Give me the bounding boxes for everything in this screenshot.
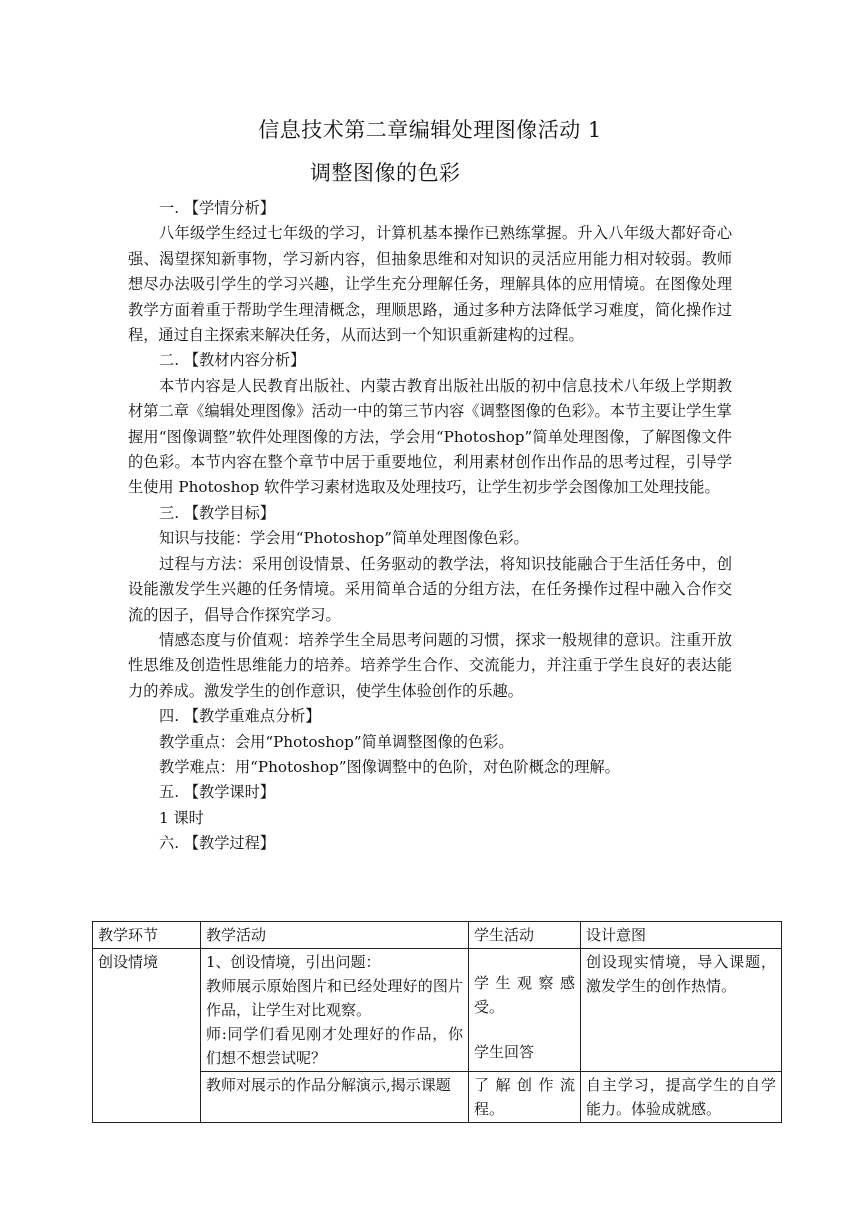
activity-line: 1、创设情境，引出问题： [206,953,381,971]
header-cell: 教学活动 [201,922,469,949]
section-heading-4: 四. 【教学重难点分析】 [159,707,321,726]
difficult-point: 教学难点：用“Photoshop”图像调整中的色阶，对色阶概念的理解。 [159,757,620,776]
document-title: 信息技术第二章编辑处理图像活动 1 [258,118,602,142]
header-cell: 教学环节 [93,922,201,949]
key-point: 教学重点：会用“Photoshop”简单调整图像的色彩。 [159,732,514,751]
intent-cell: 创设现实情境，导入课题，激发学生的创作热情。 [581,949,782,1072]
stage-cell: 创设情境 [93,949,201,1123]
activity-cell [201,949,469,1072]
table-header-row [93,922,782,949]
section-heading-6: 六. 【教学过程】 [159,834,275,853]
student-cell [469,949,581,1072]
section-heading-2: 二. 【教材内容分析】 [159,351,306,370]
header-cell: 设计意图 [581,922,782,949]
activity-line: 教师展示原始图片和已经处理好的图片作品，让学生对比观察。 [206,977,463,1019]
section-heading-1: 一. 【学情分析】 [159,199,275,217]
header-cell: 学生活动 [469,922,581,949]
student-activity: 学生回答 [474,1043,535,1061]
student-activity: 学生观察感受。 [474,974,575,1016]
activity-cell: 教师对展示的作品分解演示,揭示课题 [201,1072,469,1123]
class-hours: 1 课时 [159,808,204,827]
section-heading-3: 三. 【教学目标】 [159,503,275,522]
document-subtitle: 调整图像的色彩 [310,161,461,185]
activity-line: 师:同学们看见刚才处理好的作品，你们想不想尝试呢？ [206,1025,463,1067]
goal-emotion: 情感态度与价值观：培养学生全局思考问题的习惯，探求一般规律的意识。注重开放性思维及创造性思维能力的培养。培养学生合作、交流能力，并注重于学生良好的表达能力的养成。激发学生的创作意识，使学生体验创作的乐趣。 [128,630,732,700]
section-text-2: 本节内容是人民教育出版社、内蒙古教育出版社出版的初中信息技术八年级上学期教材第二章《编辑处理图像》活动一中的第三节内容《调整图像的色彩》。本节主要让学生掌握用“图像调整”软件处理图像的方法，学会用“Photoshop”简单处理图像，了解图像文件的色彩。本节内容在整个章节中居于重要地位，利用素材创作出作品的思考过程，引导学生使用 Photoshop 软件学习素材选取及处理技巧，让学生初步学会图像加工处理技能。 [128,376,732,497]
section-text-1: 八年级学生经过七年级的学习，计算机基本操作已熟练掌握。升入八年级大都好奇心强、渴望探知新事物，学习新内容，但抽象思维和对知识的灵活应用能力相对较弱。教师想尽办法吸引学生的学习兴趣，让学生充分理解任务，理解具体的应用情境。在图像处理教学方面着重于帮助学生理清概念，理顺思路，通过多种方法降低学习难度，简化操作过程，通过自主探索来解决任务，从而达到一个知识重新建构的过程。 [128,224,732,345]
student-cell: 了解创作流程。 [469,1072,581,1123]
goal-process: 过程与方法：采用创设情景、任务驱动的教学法，将知识技能融合于生活任务中，创设能激发学生兴趣的任务情境。采用简单合适的分组方法，在任务操作过程中融入合作交流的因子，倡导合作探究学习。 [128,554,732,624]
intent-cell: 自主学习，提高学生的自学能力。体验成就感。 [581,1072,782,1123]
teaching-process-table [92,921,782,1123]
section-heading-5: 五. 【教学课时】 [159,783,275,802]
goal-knowledge: 知识与技能：学会用“Photoshop”简单处理图像色彩。 [159,529,529,548]
document-body [128,196,732,857]
table-row [93,949,782,1072]
